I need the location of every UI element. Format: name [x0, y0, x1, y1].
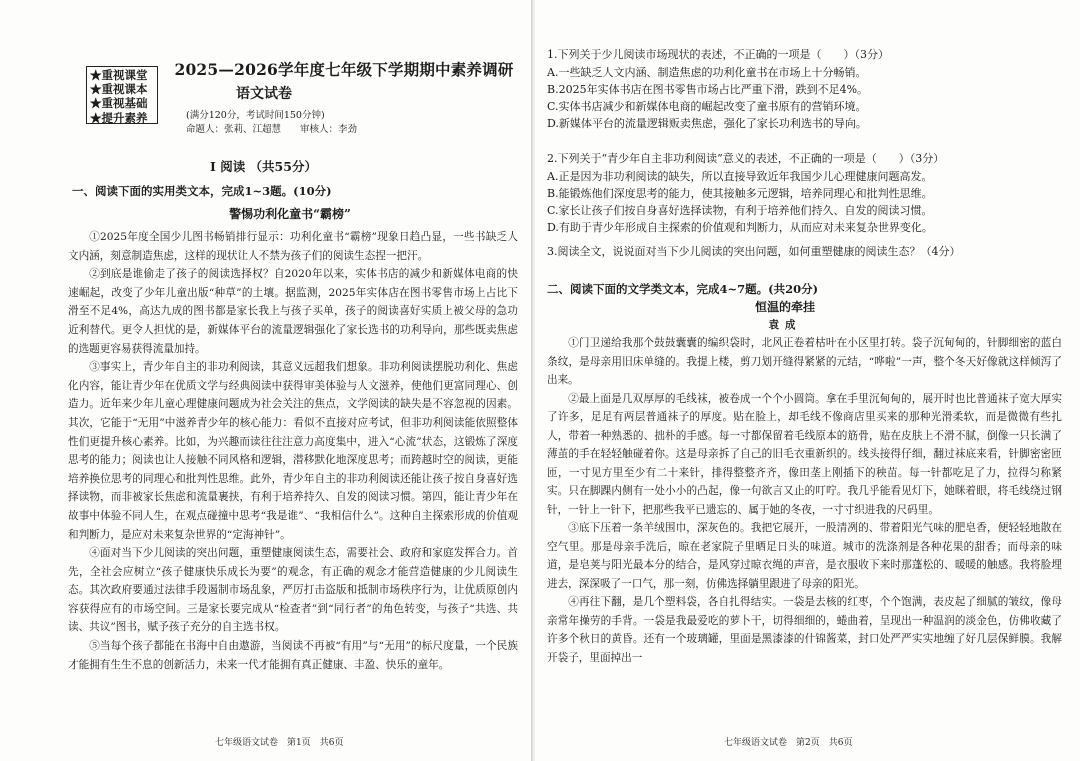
option-a: A.一些缺乏人文内涵、制造焦虑的功利化童书在市场上十分畅销。: [547, 65, 867, 79]
question-2: [547, 150, 1047, 236]
exam-authors: 命题人：张莉、江超慧 审核人：李劲: [186, 124, 358, 135]
page-2: [535, 0, 1080, 761]
article-1-body: [68, 228, 518, 674]
exam-title: 2025—2026学年度七年级下学期期中素养调研: [174, 60, 514, 79]
exam-meta: (满分120分，考试时间150分钟): [186, 110, 325, 121]
article-1-title: 警惕功利化童书“霸榜”: [229, 207, 351, 221]
option-b: B.2025年实体书店在图书零售市场占比严重下滑，跌到不足4%。: [547, 82, 869, 96]
article-paragraph: ②最上面是几双厚厚的毛线袜，被卷成一个个小圆筒。拿在手里沉甸甸的，展开时也比普通袜子宽大厚实了许多，足足有两层普通袜子的厚度。贴在脸上，却毛线不像商店里买来的那种光滑柔软，而是微微有些扎人，带着一种熟悉的、拙朴的手感。每一寸都保留着毛线原本的筋骨，贴在皮肤上不滑不腻，倒像一只长满了薄茧的手在轻轻触碰着你。这是母亲拆了自己的旧毛衣重新织的。线头接得仔细，翻过袜底来看，针脚密密匝匝，一寸见方里至少有二十来针，排得整整齐齐，像田垄上刚插下的秧苗。每一针都吃足了力，拉得匀称紧实。只在脚踝内侧有一处小小的凸起，像一句欲言又止的叮咛。我几乎能看见灯下，她眯着眼，将毛线绕过钢针，一针上一针下，把那些我平已遗忘的、属于她的冬夜，一寸寸织进我的尺码里。: [547, 392, 1062, 516]
section-1-heading: 一、阅读下面的实用类文本，完成1~3题。(10分): [72, 184, 332, 198]
article-paragraph: ④再往下翻，是几个塑料袋，各自扎得结实。一袋是去核的红枣，个个饱满，表皮起了细腻的皱纹，像母亲常年操劳的手背。一袋是我最爱吃的萝卜干，切得细细的，蜷曲着，呈现出一种温润的淡金色，仿佛收藏了许多个秋日的黄昏。还有一个玻璃罐，里面是黑漆漆的什锦酱菜，封口处严严实实地缠了好几层保鲜膜。我解开袋子，里面掉出一: [547, 596, 1062, 664]
article-paragraph: ③底下压着一条羊绒围巾，深灰色的。我把它展开，一股清冽的、带着阳光气味的肥皂香，便轻轻地散在空气里。那是母亲手洗后，晾在老家院子里晒足日头的味道。城市的洗涤剂是各种花果的甜香；而母亲的味道，是皂荚与阳光最本分的结合，是风穿过晾衣绳的声音，是衣服收下来时那蓬松的、暖暖的触感。我将脸埋进去，深深吸了一口气，那一刻，仿佛选择躺里跟进了母亲的阳光。: [547, 522, 1062, 590]
option-a: A.正是因为非功利阅读的缺失，所以直接导致近年我国少儿心理健康问题高发。: [547, 169, 933, 183]
option-c: C.家长让孩子们按自身喜好选择读物，有利于培养他们持久、自发的阅读习惯。: [547, 203, 933, 217]
option-d: D.新媒体平台的流量逻辑贩卖焦虑，强化了家长功利选书的导向。: [547, 116, 867, 130]
article-paragraph: ①2025年度全国少儿图书畅销排行显示：功利化童书“霸榜”现象日趋凸显，一些书缺乏人文内涵，刻意制造焦虑，这样的现状让人不禁为孩子们的阅读生态捏一把汗。: [68, 231, 518, 262]
slogan-line: ★重视课本: [90, 82, 148, 97]
article-2-title: 恒温的牵挂: [754, 300, 815, 314]
page-footer: 七年级语文试卷 第1页 共6页: [215, 738, 344, 748]
slogan-line: ★提升素养: [90, 110, 148, 125]
question-3: 3.阅读全文，说说面对当下少儿阅读的突出问题，如何重塑健康的阅读生态？（4分）: [547, 245, 961, 258]
option-c: C.实体书店减少和新媒体电商的崛起改变了童书原有的营销环境。: [547, 99, 867, 113]
subject-title: 语文试卷: [236, 86, 292, 102]
part-title: Ⅰ 阅读 （共55分）: [210, 159, 317, 174]
option-b: B.能锻炼他们深度思考的能力，使其接触多元逻辑，培养同理心和批判性思维。: [547, 186, 933, 200]
article-2-body: [547, 334, 1062, 667]
section-2-heading: 二、阅读下面的文学类文本，完成4~7题。(共20分): [547, 282, 819, 296]
option-d: D.有助于青少年形成自主探索的价值观和判断力，从而应对未来复杂世界变化。: [547, 220, 933, 234]
page-footer: 七年级语文试卷 第2页 共6页: [720, 735, 856, 748]
question-stem: 2.下列关于“青少年自主非功利阅读”意义的表述，不正确的一项是（ ）（3分）: [547, 152, 945, 165]
slogan-line: ★重视课堂: [90, 68, 148, 82]
article-paragraph: ④面对当下少儿阅读的突出问题，重塑健康阅读生态，需要社会、政府和家庭发挥合力。首先，全社会应树立“孩子健康快乐成长为要”的观念，有正确的观念才能营造健康的少儿阅读生态。其次政府要通过法律手段遏制市场乱象，严厉打击盗版和抵制市场秩序行为，让优质原创内容获得应有的市场空间。三是家长要完成从“检查者”到“同行者”的角色转变，与孩子“共选、共读、共议”图书，赋予孩子充分的自主选书权。: [68, 547, 518, 634]
question-stem: 1.下列关于少儿阅读市场现状的表述，不正确的一项是（ ）（3分）: [547, 48, 889, 61]
article-paragraph: ①门卫递给我那个鼓鼓囊囊的编织袋时，北风正卷着枯叶在小区里打转。袋子沉甸甸的，针脚细密的蓝白条纹，是母亲用旧床单缝的。我提上楼，剪刀划开缝得紧紧的元结，“哗啦”一声，整个冬天好像就这样倾泻了出来。: [547, 337, 1062, 386]
page-1: [0, 0, 533, 761]
article-paragraph: ③事实上，青少年自主的非功利阅读，其意义远超我们想象。非功利阅读摆脱功利化、焦虑化内容，能让青少年在优质文学与经典阅读中获得审美体验与人文滋养，使他们更富同理心、创造力。近年来少年儿童心理健康问题成为社会关注的焦点，文学阅读的缺失是不容忽视的因素。其次，它能于“无用”中滋养青少年的核心能力：看似不直接对应考试，但非功利阅读能依照整体性们更提升核心素养。比如，为兴趣而读往往注意力高度集中，进入“心流”状态，这锻炼了深度思考的能力；阅读也让人接触不同风格和逻辑，潜移默化地深度思考；而跨越时空的阅读，更能培养换位思考的同理心和批判性思维。此外，青少年自主的非功利阅读还能让孩子按自身喜好选择读物，而非被家长焦虑和流量裹挟，有利于培养持久、自发的阅读习惯。第四，能让青少年在故事中体验不同人生，在观点碰撞中思考“我是谁”、“我相信什么”。这种自主探索形成的价值观和判断力，是应对未来复杂世界的“定海神针”。: [68, 361, 518, 541]
slogan-line: ★重视基础: [90, 96, 148, 111]
article-paragraph: ⑤当每个孩子都能在书海中自由遨游，当阅读不再被“有用”与“无用”的标尺度量，一个民族才能拥有生生不息的创新活力，未来一代才能拥有真正健康、丰盈、快乐的童年。: [68, 640, 518, 671]
article-2-author: 袁成: [768, 319, 802, 331]
question-1: [547, 46, 1027, 132]
article-paragraph: ②到底是谁偷走了孩子的阅读选择权？自2020年以来，实体书店的减少和新媒体电商的快速崛起，改变了少年儿童出版“种草”的土壤。据监测，2025年实体店在图书零售市场上占比下滑至不足4%，高达九成的图书都是家长我上与孩子买单，孩子的阅读喜好实质上被父母的急功近利替代。更令人担忧的是，新媒体平台的流量逻辑强化了家长选书的功利导向，那些既卖焦虑的选题更容易获得流量加持。: [68, 268, 518, 355]
slogan-box: [86, 66, 158, 124]
